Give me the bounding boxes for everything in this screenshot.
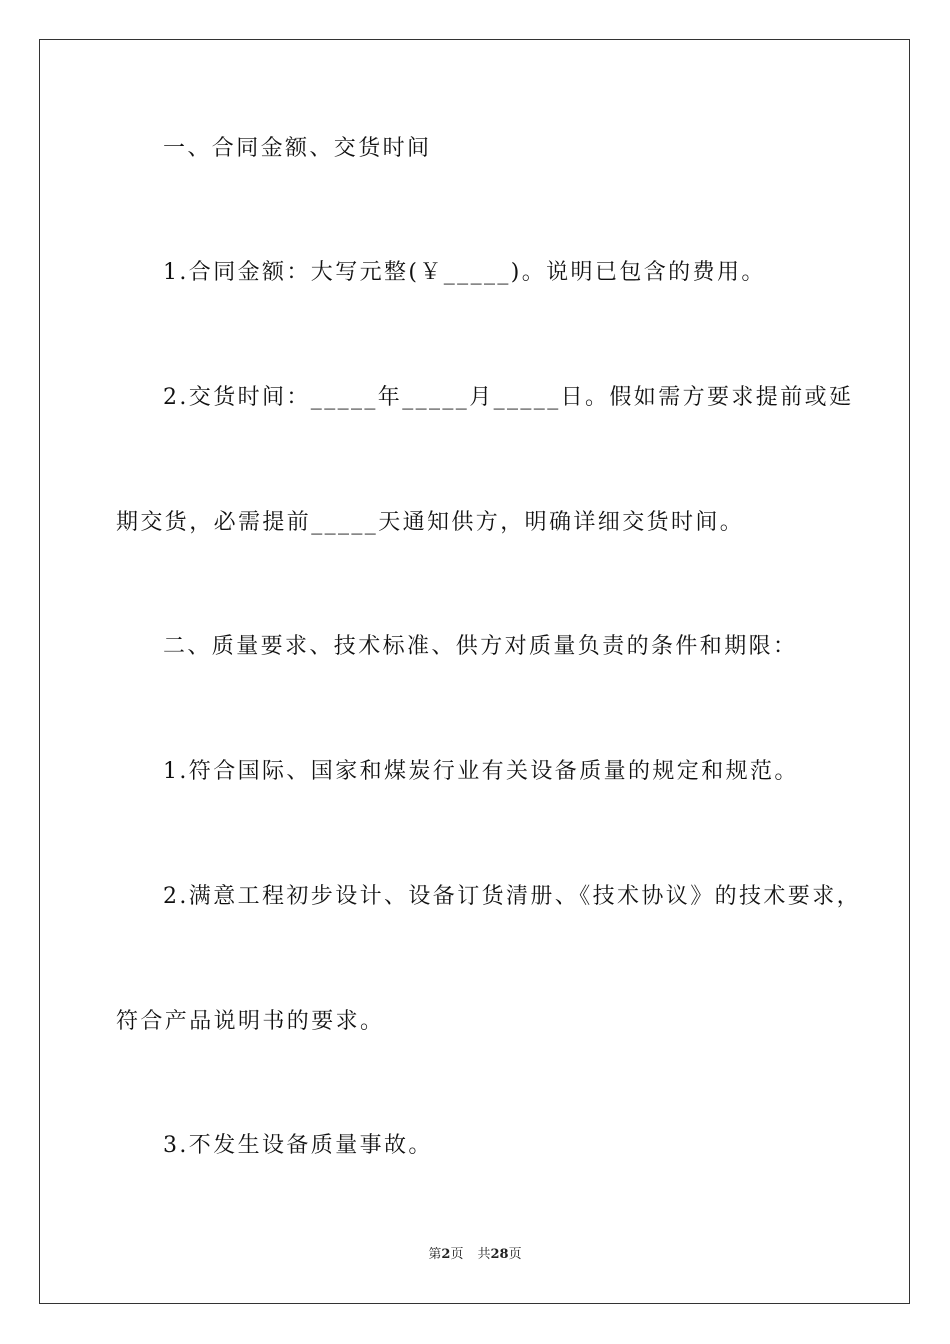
footer-total-prefix: 共 <box>477 1247 491 1262</box>
paragraph-technical-requirements-cont: 符合产品说明书的要求。 <box>116 1009 385 1034</box>
paragraph-delivery-time-cont: 期交货，必需提前_____天通知供方，明确详细交货时间。 <box>116 510 745 535</box>
footer-page-suffix: 页 <box>450 1247 464 1262</box>
footer-total-suffix: 页 <box>508 1247 522 1262</box>
paragraph-contract-amount: 1.合同金额：大写元整(￥_____)。说明已包含的费用。 <box>163 260 766 285</box>
paragraph-delivery-time: 2.交货时间：_____年_____月_____日。假如需方要求提前或延 <box>163 385 854 410</box>
page-frame <box>39 39 910 1304</box>
paragraph-no-quality-accident: 3.不发生设备质量事故。 <box>163 1133 433 1158</box>
footer-page-prefix: 第 <box>428 1247 442 1262</box>
section-heading-2: 二、质量要求、技术标准、供方对质量负责的条件和期限： <box>163 634 798 659</box>
paragraph-technical-requirements: 2.满意工程初步设计、设备订货清册、《技术协议》的技术要求， <box>163 884 861 909</box>
footer-page-number: 2 <box>441 1247 451 1262</box>
section-heading-1: 一、合同金额、交货时间 <box>163 136 432 161</box>
footer-total-pages: 28 <box>490 1247 509 1262</box>
paragraph-quality-standard: 1.符合国际、国家和煤炭行业有关设备质量的规定和规范。 <box>163 759 799 784</box>
page-footer <box>0 1246 950 1264</box>
